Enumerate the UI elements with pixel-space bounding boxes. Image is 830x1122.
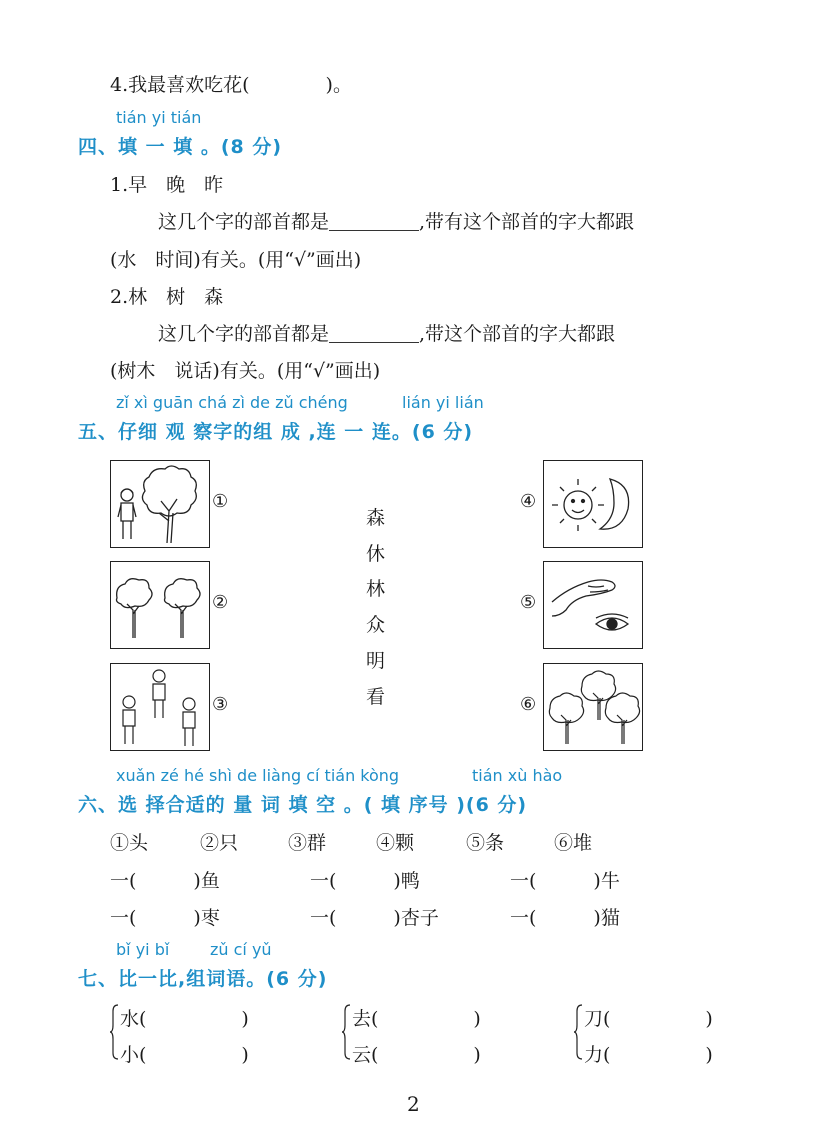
sec6-pinyin-b: tián xù hào — [472, 766, 563, 785]
sec4-item2-text-c: (树木 说话)有关。(用“√”画出) — [110, 360, 381, 382]
question-4-line: 4.我最喜欢吃花( )。 — [110, 74, 352, 96]
word-qu[interactable]: 去( ) — [352, 1008, 481, 1030]
person-tree-icon — [111, 461, 209, 547]
brace-icon — [342, 1004, 350, 1060]
three-people-icon — [111, 664, 209, 750]
word-yun[interactable]: 云( ) — [352, 1044, 481, 1066]
left-num-2: ② — [212, 592, 229, 613]
option-1: ①头 — [110, 832, 149, 854]
sun-moon-icon — [544, 461, 642, 547]
left-num-3: ③ — [212, 694, 229, 715]
hand-eye-icon — [544, 562, 642, 648]
sec4-title: 四、填 一 填 。(8 分) — [78, 136, 283, 158]
char-xiu: 休 — [366, 543, 386, 565]
answer-blank-1[interactable] — [329, 212, 419, 231]
right-num-5: ⑤ — [520, 592, 537, 613]
char-sen: 森 — [366, 507, 386, 529]
sec4-item2-sentence — [158, 319, 615, 346]
sec7-pinyin-a: bǐ yi bǐ — [116, 940, 170, 959]
option-3: ③群 — [288, 832, 327, 854]
fill-cow[interactable]: 一( )牛 — [510, 870, 620, 892]
picture-three-people — [110, 663, 210, 751]
option-6: ⑥堆 — [554, 832, 593, 854]
sec6-pinyin-a: xuǎn zé hé shì de liàng cí tián kòng — [116, 766, 400, 785]
picture-person-tree — [110, 460, 210, 548]
sec4-item1-chars: 1.早 晚 昨 — [110, 174, 224, 196]
brace-icon — [574, 1004, 582, 1060]
two-trees-icon — [111, 562, 209, 648]
char-lin: 林 — [366, 578, 386, 600]
fill-dates[interactable]: 一( )枣 — [110, 907, 220, 929]
option-4: ④颗 — [376, 832, 415, 854]
word-xiao[interactable]: 小( ) — [120, 1044, 249, 1066]
option-5: ⑤条 — [466, 832, 505, 854]
word-li[interactable]: 力( ) — [584, 1044, 713, 1066]
sec6-title: 六、选 择合适的 量 词 填 空 。( 填 序号 )(6 分) — [78, 794, 528, 816]
word-shui[interactable]: 水( ) — [120, 1008, 249, 1030]
sec5-title: 五、仔细 观 察字的组 成 ,连 一 连。(6 分) — [78, 421, 474, 443]
picture-three-trees — [543, 663, 643, 751]
fill-cat[interactable]: 一( )猫 — [510, 907, 620, 929]
sec5-pinyin-b: lián yi lián — [402, 393, 484, 412]
picture-hand-eye — [543, 561, 643, 649]
fill-duck[interactable]: 一( )鸭 — [310, 870, 420, 892]
three-trees-icon — [544, 664, 642, 750]
sec4-item1-sentence — [158, 207, 634, 234]
sec4-item2-text-a: 这几个字的部首都是 — [158, 323, 330, 345]
left-num-1: ① — [212, 491, 229, 512]
sec4-item1-text-c: (水 时间)有关。(用“√”画出) — [110, 249, 362, 271]
right-num-4: ④ — [520, 491, 537, 512]
right-num-6: ⑥ — [520, 694, 537, 715]
sec5-pinyin-a: zǐ xì guān chá zì de zǔ chéng — [116, 393, 348, 412]
sec7-pinyin-b: zǔ cí yǔ — [210, 940, 272, 959]
sec4-item2-text-b: ,带这个部首的字大都跟 — [419, 323, 616, 345]
sec4-pinyin: tián yi tián — [116, 108, 202, 127]
fill-fish[interactable]: 一( )鱼 — [110, 870, 220, 892]
sec4-item2-chars: 2.林 树 森 — [110, 286, 224, 308]
char-kan: 看 — [366, 686, 386, 708]
picture-two-trees — [110, 561, 210, 649]
answer-blank-2[interactable] — [329, 324, 419, 343]
sec7-title: 七、比一比,组词语。(6 分) — [78, 968, 328, 990]
fill-apricot[interactable]: 一( )杏子 — [310, 907, 439, 929]
word-dao[interactable]: 刀( ) — [584, 1008, 713, 1030]
char-zhong: 众 — [366, 614, 386, 636]
sec4-item1-text-b: ,带有这个部首的字大都跟 — [419, 211, 635, 233]
picture-sun-moon — [543, 460, 643, 548]
brace-icon — [110, 1004, 118, 1060]
page-number: 2 — [407, 1092, 420, 1116]
sec4-item1-text-a: 这几个字的部首都是 — [158, 211, 330, 233]
char-ming: 明 — [366, 650, 386, 672]
option-2: ②只 — [200, 832, 239, 854]
